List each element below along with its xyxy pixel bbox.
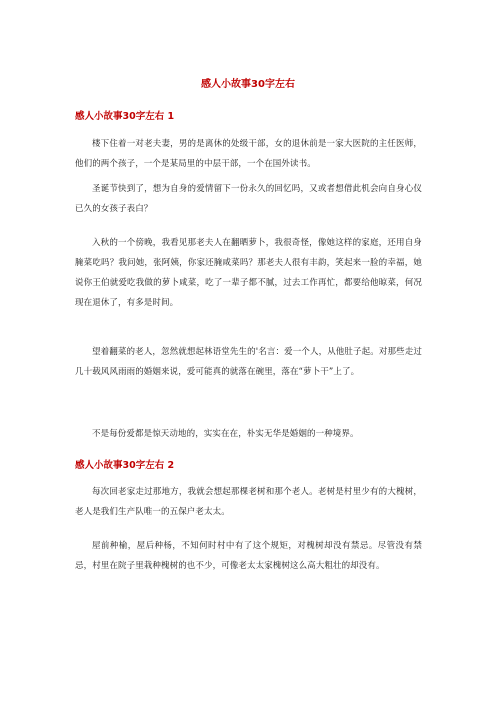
paragraph-2-2: 屋前种榆，屋后种杨，不知何时村中有了这个规矩，对槐树却没有禁忌。尽管没有禁忌，村里在院子里栽种槐树的也不少，可像老太太家槐树这么高大粗壮的却没有。 xyxy=(75,541,422,571)
document-title: 感人小故事30字左右 xyxy=(201,79,295,90)
paragraph-1-4: 望着翻菜的老人，忽然就想起林语堂先生的'名言：爱一个人，从他肚子起。对那些走过几十载风风雨雨的婚姻来说，爱可能真的就落在碗里，落在“萝卜干”上了。 xyxy=(75,347,422,377)
paragraph-2-1: 每次回老家走过那地方，我就会想起那棵老树和那个老人。老树是村里少有的大槐树，老人是我们生产队唯一的五保户老太太。 xyxy=(75,487,422,517)
paragraph-1-2: 圣诞节快到了，想为自身的爱情留下一份永久的回忆吗，又或者想借此机会向自身心仪已久的女孩子表白？ xyxy=(75,184,422,214)
section-heading-1: 感人小故事30字左右 1 xyxy=(75,111,175,122)
paragraph-1-5: 不是每份爱都是惊天动地的，实实在在，朴实无华是婚姻的一种境界。 xyxy=(92,429,359,439)
paragraph-1-1: 楼下住着一对老夫妻，男的是离休的处级干部，女的退休前是一家大医院的主任医师，他们的两个孩子，一个是某局里的中层干部，一个在国外读书。 xyxy=(75,139,422,169)
paragraph-1-3: 入秋的一个傍晚，我看见那老夫人在翻晒萝卜，我很奇怪，像她这样的家庭，还用自身腌菜吃吗？我问她，张阿姨，你家还腌咸菜吗？那老夫人很有丰韵，笑起来一脸的幸福，她说你王伯就爱吃我做的萝卜咸菜，吃了一辈子都不腻，过去工作再忙，都要给他晾菜，何况现在退休了，有多是时间。 xyxy=(75,238,422,308)
section-heading-2: 感人小故事30字左右 2 xyxy=(75,460,175,471)
